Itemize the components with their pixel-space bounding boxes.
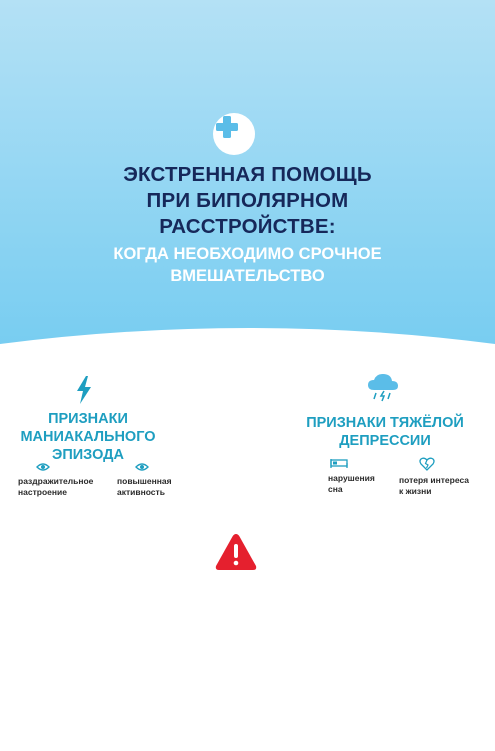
lightning-icon (75, 376, 93, 404)
mania-heading (8, 410, 168, 464)
mania-heading-line: МАНИАКАЛЬНОГО (20, 429, 156, 445)
hero-banner (0, 0, 495, 360)
subtitle-line: ВМЕШАТЕЛЬСТВО (170, 267, 325, 285)
broken-heart-icon (419, 457, 435, 471)
title-line: ПРИ БИПОЛЯРНОМ (146, 189, 349, 212)
sign-sleep-disorder (328, 457, 375, 495)
sign-loss-of-interest (399, 457, 469, 497)
medical-plus-icon (213, 113, 255, 155)
sign-increased-activity (117, 462, 172, 498)
subtitle-line: КОГДА НЕОБХОДИМО СРОЧНОЕ (113, 245, 382, 263)
sign-label: к жизни (399, 486, 432, 496)
mania-heading-line: ПРИЗНАКИ (48, 411, 128, 427)
sign-label: повышенная (117, 476, 172, 486)
sign-label: сна (328, 484, 343, 494)
storm-cloud-icon (366, 372, 400, 402)
sign-label: активность (117, 487, 165, 497)
bed-icon (330, 457, 348, 469)
page-title (0, 162, 495, 240)
eye-icon (135, 462, 149, 472)
page-subtitle (0, 243, 495, 287)
depression-heading (300, 414, 470, 450)
mania-heading-line: ЭПИЗОДА (52, 447, 124, 463)
sign-label: раздражительное (18, 476, 94, 486)
sign-irritable-mood (18, 462, 93, 498)
sign-label: нарушения (328, 473, 375, 483)
sign-label: потеря интереса (399, 475, 470, 485)
warning-triangle-icon (214, 532, 258, 572)
title-line: РАССТРОЙСТВЕ: (159, 215, 336, 238)
eye-icon (36, 462, 50, 472)
depression-heading-line: ПРИЗНАКИ ТЯЖЁЛОЙ (306, 415, 464, 431)
title-line: ЭКСТРЕННАЯ ПОМОЩЬ (123, 163, 372, 186)
depression-heading-line: ДЕПРЕССИИ (339, 433, 431, 449)
sign-label: настроение (18, 487, 67, 497)
